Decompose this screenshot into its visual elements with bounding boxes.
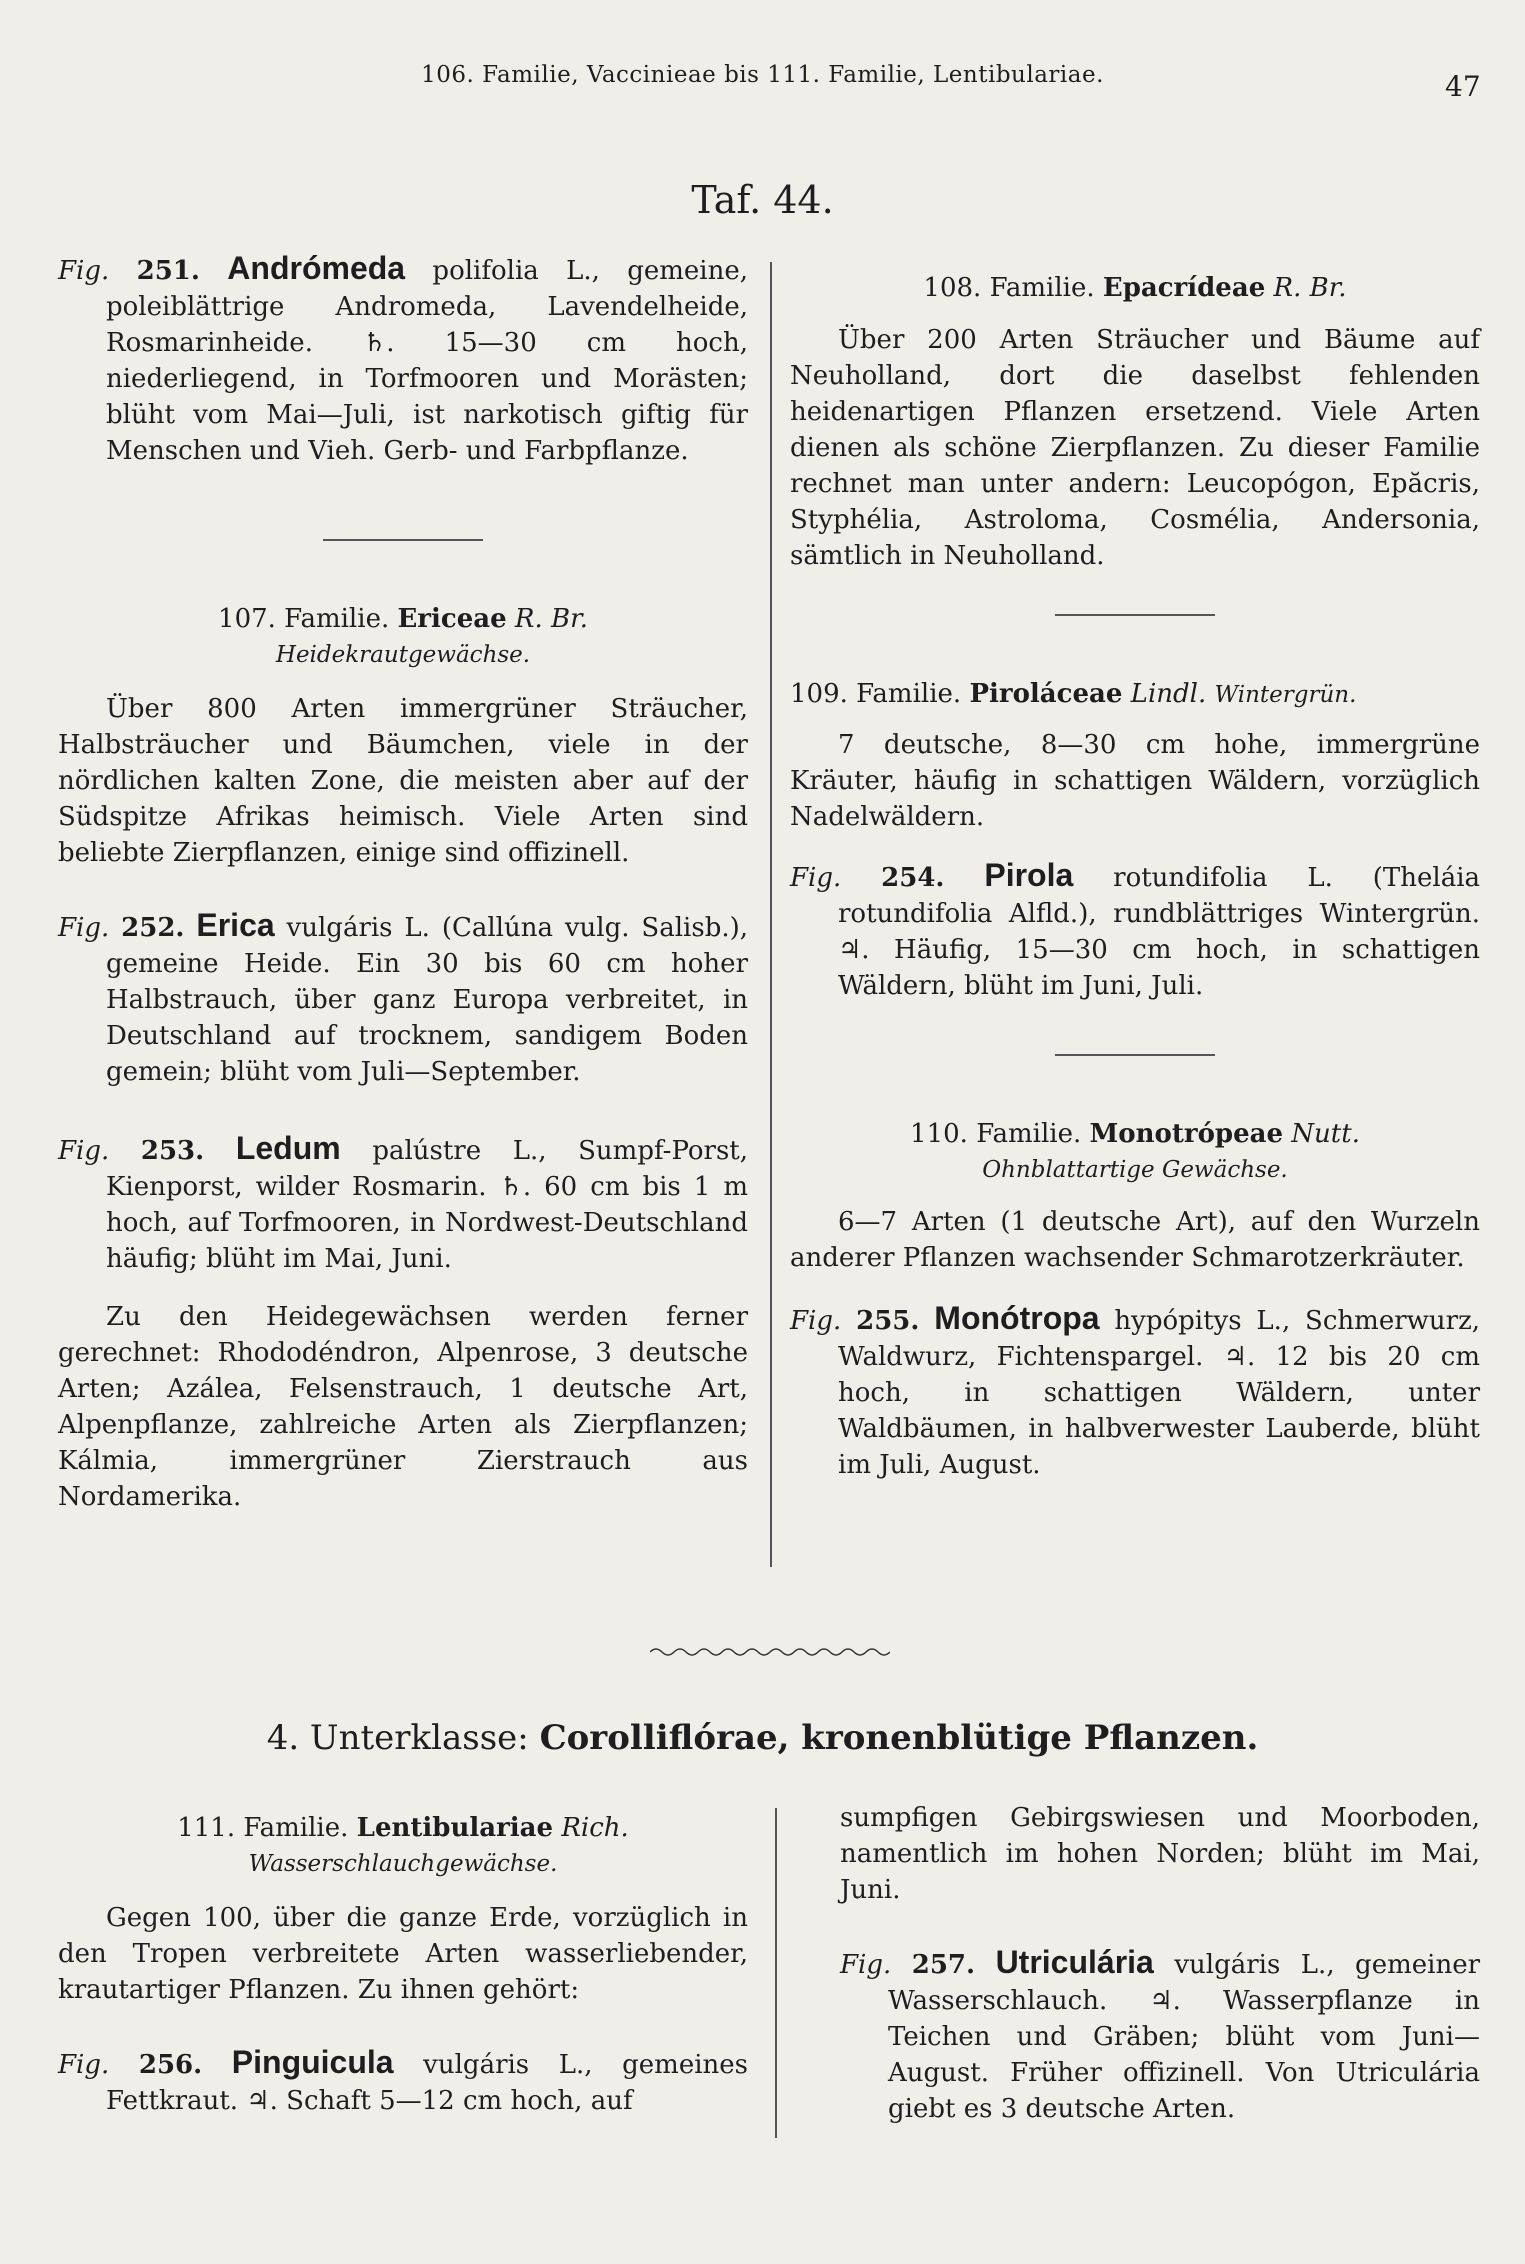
entry-fig-253 <box>58 1130 748 1277</box>
fig-label: Fig. <box>58 1136 110 1166</box>
entry-fig-256 <box>58 2044 748 2119</box>
entry-fig-251 <box>58 250 748 469</box>
section-divider <box>323 539 483 541</box>
genus-name: Ledum <box>235 1130 341 1166</box>
family-107-heading <box>58 601 748 637</box>
fig-label: Fig. <box>58 256 110 286</box>
entry-fig-254 <box>790 857 1480 1004</box>
family-109-heading <box>790 676 1480 713</box>
right-column-top <box>790 270 1480 1483</box>
family-name: Monotrópeae <box>1089 1119 1284 1149</box>
section-divider <box>1055 1054 1215 1056</box>
entry-fig-257 <box>840 1944 1480 2127</box>
subclass-prefix: 4. Unterklasse: <box>266 1718 529 1758</box>
fig-number: 254. <box>881 863 945 893</box>
genus-name: Pinguicula <box>231 2044 394 2080</box>
entry-text: vulgáris L. (Callúna vulg. Salisb.), gemeine Heide. Ein 30 bis 60 cm hoher Halbstrauch, über ganz Europa verbreitet, in Deutschland auf trocknem, sandigem Boden gemein; blüht vom Juli—September. <box>106 913 749 1087</box>
wavy-ornament <box>650 1645 890 1659</box>
family-111-text: Gegen 100, über die ganze Erde, vorzüglich in den Tropen verbreitete Arten wasserliebender, krautartiger Pflanzen. Zu ihnen gehört: <box>58 1903 748 2005</box>
family-subtitle: Ohnblattartige Gewächse. <box>982 1157 1288 1183</box>
entry-text: vulgáris L., gemeines Fettkraut. ♃. Schaft 5—12 cm hoch, auf <box>106 2050 748 2116</box>
family-name: Ericeae <box>397 604 507 634</box>
genus-name: Utriculária <box>995 1944 1154 1980</box>
subclass-heading <box>0 1718 1525 1758</box>
fig-number: 256. <box>138 2050 203 2080</box>
family-110-heading <box>790 1116 1480 1152</box>
fig-label: Fig. <box>790 1306 842 1336</box>
section-divider <box>1055 614 1215 616</box>
entry-text: hypópitys L., Schmerwurz, Waldwurz, Fichtenspargel. ♃. 12 bis 20 cm hoch, in schattigen Wäldern, unter Waldbäumen, in halbverwester Lauberde, blüht im Juli, August. <box>838 1306 1481 1480</box>
heidegewaechse-note: Zu den Heidegewächsen werden ferner gerechnet: Rhododéndron, Alpenrose, 3 deutsche Arten; Azálea, Felsenstrauch, 1 deutsche Art, Alpenpflanze, zahlreiche Arten als Zierpflanzen; Kálmia, immergrüner Zierstrauch aus Nordamerika. <box>58 1302 748 1512</box>
entry-text: rotundifolia L. (Theláia rotundifolia Alfld.), rundblättriges Wintergrün. ♃. Häufig, 15—30 cm hoch, in schattigen Wäldern, blüht im Juni, Juli. <box>838 863 1481 1001</box>
left-column-bottom <box>58 1810 748 2119</box>
genus-name: Erica <box>196 907 275 943</box>
family-name: Piroláceae <box>969 679 1123 709</box>
continued-text: sumpfigen Gebirgswiesen und Moorboden, namentlich im hohen Norden; blüht im Mai, Juni. <box>840 1803 1480 1905</box>
fig-number: 252. <box>121 913 185 943</box>
column-divider-bottom <box>775 1808 777 2138</box>
entry-text: vulgáris L., gemeiner Wasserschlauch. ♃. Wasserpflanze in Teichen und Gräben; blüht vom Juni—August. Früher offizinell. Von Utriculária giebt es 3 deutsche Arten. <box>888 1950 1481 2124</box>
plate-title: Taf. 44. <box>691 178 834 222</box>
family-name: Epacrídeae <box>1102 273 1266 303</box>
fig-label: Fig. <box>58 2050 110 2080</box>
entry-fig-255 <box>790 1300 1480 1483</box>
family-author: Nutt. <box>1291 1119 1360 1149</box>
family-name: Lentibulariae <box>356 1813 554 1843</box>
family-108-heading <box>790 270 1480 306</box>
subclass-name: Corolliflórae, kronenblütige Pflanzen. <box>539 1718 1259 1758</box>
family-subtitle: Wasserschlauchgewächse. <box>248 1851 558 1877</box>
family-number: 107. Familie. <box>218 604 390 634</box>
fig-number: 253. <box>140 1136 205 1166</box>
family-author: R. Br. <box>1273 273 1347 303</box>
family-number: 110. Familie. <box>910 1119 1082 1149</box>
fig-label: Fig. <box>58 913 110 943</box>
family-author: Lindl. <box>1130 679 1207 709</box>
running-head: 106. Familie, Vaccinieae bis 111. Familie, Lentibulariae. <box>421 62 1104 88</box>
genus-name: Andrómeda <box>227 250 406 286</box>
right-column-bottom <box>840 1800 1480 2127</box>
family-109-text: 7 deutsche, 8—30 cm hohe, immergrüne Kräuter, häufig in schattigen Wäldern, vorzüglich Nadelwäldern. <box>790 730 1480 832</box>
family-number: 111. Familie. <box>177 1813 349 1843</box>
family-number: 109. Familie. <box>790 679 962 709</box>
family-111-heading <box>58 1810 748 1846</box>
entry-fig-252 <box>58 907 748 1090</box>
column-divider-top <box>770 262 772 1567</box>
family-number: 108. Familie. <box>923 273 1095 303</box>
fig-label: Fig. <box>790 863 842 893</box>
page-number: 47 <box>1445 70 1481 103</box>
family-110-text: 6—7 Arten (1 deutsche Art), auf den Wurzeln anderer Pflanzen wachsender Schmarotzerkräuter. <box>790 1207 1480 1273</box>
fig-number: 251. <box>136 256 200 286</box>
fig-label: Fig. <box>840 1950 892 1980</box>
family-107-text: Über 800 Arten immergrüner Sträucher, Halbsträucher und Bäumchen, viele in der nördlichen kalten Zone, die meisten aber auf der Südspitze Afrikas heimisch. Viele Arten sind beliebte Zierpflanzen, einige sind offizinell. <box>58 694 748 868</box>
family-author: R. Br. <box>514 604 588 634</box>
family-subtitle: Wintergrün. <box>1214 682 1357 708</box>
family-subtitle: Heidekrautgewächse. <box>275 642 531 668</box>
left-column-top <box>58 250 748 1515</box>
family-108-text: Über 200 Arten Sträucher und Bäume auf Neuholland, dort die daselbst fehlenden heidenartigen Pflanzen ersetzend. Viele Arten dienen als schöne Zierpflanzen. Zu dieser Familie rechnet man unter andern: Leucopógon, Epăcris, Styphélia, Astroloma, Cosmélia, Andersonia, sämtlich in Neuholland. <box>790 325 1480 571</box>
genus-name: Monótropa <box>934 1300 1100 1336</box>
entry-text: polifolia L., gemeine, poleiblättrige Andromeda, Lavendelheide, Rosmarinheide. ♄. 15—30 cm hoch, niederliegend, in Torfmooren und Morästen; blüht vom Mai—Juli, ist narkotisch giftig für Menschen und Vieh. Gerb- und Farbpflanze. <box>106 256 749 466</box>
entry-text: palústre L., Sumpf-Porst, Kienporst, wilder Rosmarin. ♄. 60 cm bis 1 m hoch, auf Torfmooren, in Nordwest-Deutschland häufig; blüht im Mai, Juni. <box>106 1136 749 1274</box>
family-author: Rich. <box>561 1813 629 1843</box>
fig-number: 255. <box>856 1306 920 1336</box>
genus-name: Pirola <box>984 857 1074 893</box>
fig-number: 257. <box>911 1950 976 1980</box>
